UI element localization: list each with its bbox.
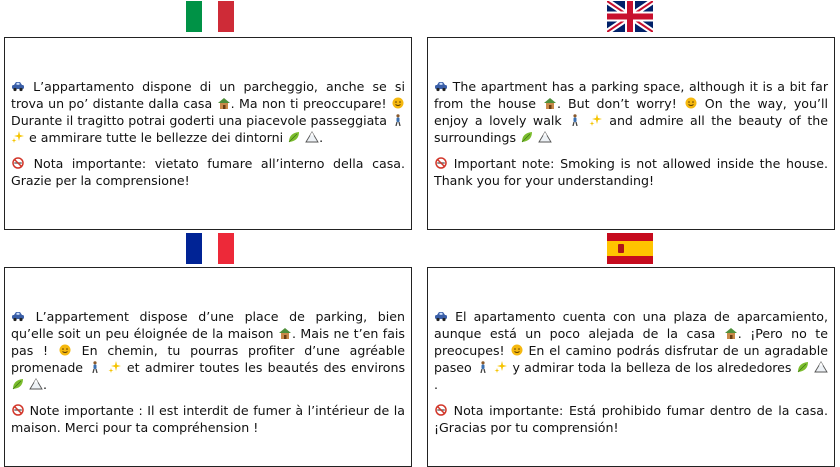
- house-icon: [217, 97, 231, 109]
- smiling-face-icon: [510, 344, 524, 356]
- message-box-english: [427, 37, 835, 230]
- panel-french: [4, 233, 412, 460]
- no-smoking-icon: [11, 404, 25, 416]
- panel-english: [427, 0, 835, 230]
- person-walking-icon: [88, 361, 102, 373]
- paragraph-note: Important note: Smoking is not allowed inside the house. Thank you for your understanding!: [434, 156, 828, 188]
- house-icon: [724, 327, 738, 339]
- mountain-icon: [538, 131, 552, 143]
- leaf-icon: [796, 361, 810, 373]
- house-icon: [543, 97, 557, 109]
- message-box-french: [4, 267, 412, 467]
- sparkles-icon: [494, 361, 508, 373]
- house-icon: [278, 327, 292, 339]
- smiling-face-icon: [391, 97, 405, 109]
- message-box-italian: [4, 37, 412, 230]
- car-icon: [434, 310, 448, 322]
- sparkles-icon: [589, 114, 603, 126]
- leaf-icon: [11, 378, 25, 390]
- mountain-icon: [29, 378, 43, 390]
- paragraph-note: Nota importante: vietato fumare all’interno della casa. Grazie per la comprensione!: [11, 156, 405, 188]
- no-smoking-icon: [434, 157, 448, 169]
- smiling-face-icon: [684, 97, 698, 109]
- leaf-icon: [287, 131, 301, 143]
- spain-flag-icon: [607, 233, 653, 264]
- no-smoking-icon: [434, 404, 448, 416]
- panel-spanish: [427, 233, 835, 460]
- paragraph-intro: The apartment has a parking space, although it is a bit far from the house . But don’t worry! On the way, you’ll enjoy a lovely walk and admire all the beauty of the surroundings: [434, 79, 828, 145]
- car-icon: [434, 80, 448, 92]
- car-icon: [11, 310, 25, 322]
- person-walking-icon: [476, 361, 490, 373]
- no-smoking-icon: [11, 157, 25, 169]
- paragraph-intro: El apartamento cuenta con una plaza de aparcamiento, aunque está un poco alejada de la casa . ¡Pero no te preocupes! En el camino podrás disfrutar de un agradable paseo y admirar toda la belleza de los alrededores .: [434, 309, 828, 392]
- message-box-spanish: [427, 267, 835, 467]
- leaf-icon: [520, 131, 534, 143]
- person-walking-icon: [568, 114, 582, 126]
- paragraph-note: Note importante : Il est interdit de fumer à l’intérieur de la maison. Merci pour ta compréhension !: [11, 403, 405, 435]
- sparkles-icon: [108, 361, 122, 373]
- panel-italian: [4, 0, 412, 230]
- car-icon: [11, 80, 25, 92]
- italy-flag-icon: [186, 1, 234, 32]
- uk-flag-icon: [607, 1, 653, 32]
- paragraph-note: Nota importante: Está prohibido fumar dentro de la casa. ¡Gracias por tu comprensión!: [434, 403, 828, 435]
- paragraph-intro: L’appartement dispose d’une place de parking, bien qu’elle soit un peu éloignée de la maison . Mais ne t’en fais pas ! En chemin, tu pourras profiter d’une agréable promenade et admirer toutes les beautés des environs .: [11, 309, 406, 392]
- person-walking-icon: [391, 114, 405, 126]
- smiling-face-icon: [58, 344, 72, 356]
- paragraph-intro: L’appartamento dispone di un parcheggio, anche se si trova un po’ distante dalla casa . Ma non ti preoccupare! Durante il tragitto potrai goderti una piacevole passeggiata e ammirare tutte le bellezze dei dintorni .: [11, 79, 405, 145]
- sparkles-icon: [11, 131, 25, 143]
- france-flag-icon: [186, 233, 234, 264]
- mountain-icon: [305, 131, 319, 143]
- mountain-icon: [814, 361, 828, 373]
